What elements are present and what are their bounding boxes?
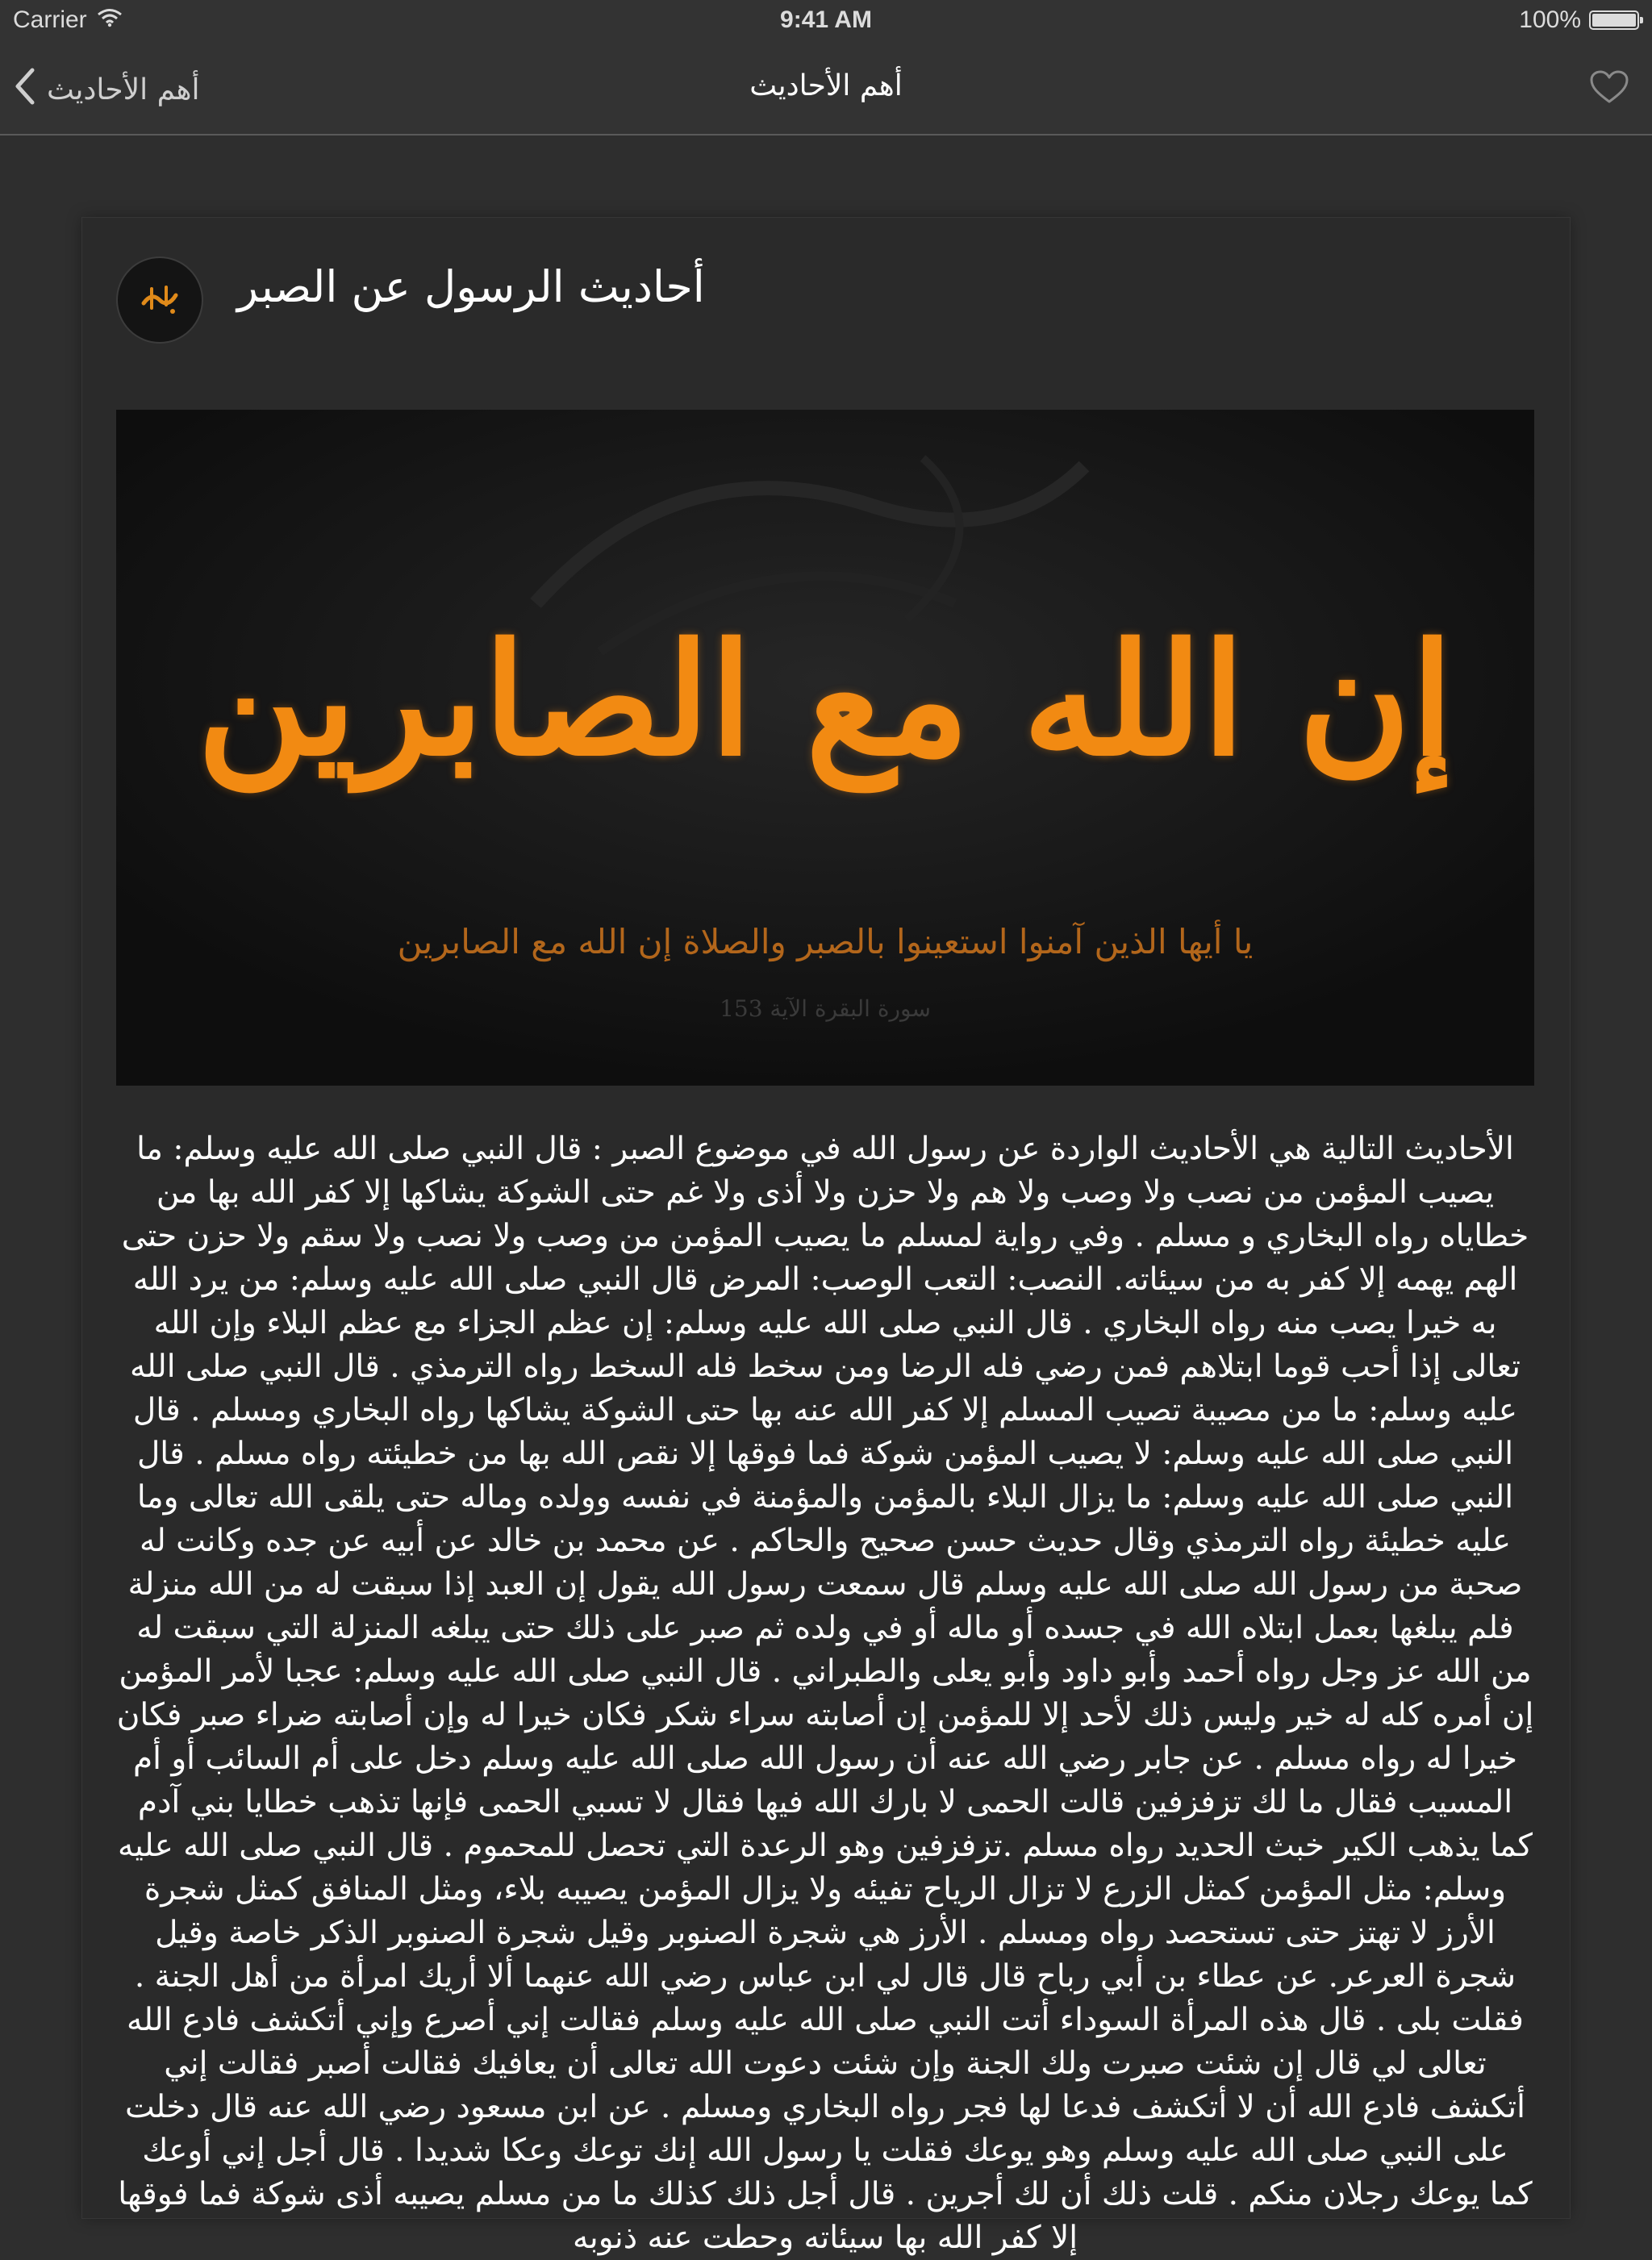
hadith-card [82, 218, 1570, 2256]
battery-icon [1589, 10, 1639, 30]
status-bar [0, 0, 1652, 45]
back-button-label: أهم الأحاديث [47, 73, 200, 106]
clock: 9:41 AM [780, 6, 872, 33]
avatar-logo-icon [127, 268, 192, 332]
carrier-label: Carrier [13, 6, 87, 33]
hero-verse: يا أيها الذين آمنوا استعينوا بالصبر والصلاة إن الله مع الصابرين [397, 922, 1254, 961]
hero-image [116, 410, 1534, 1086]
page-title: أهم الأحاديث [749, 69, 903, 102]
battery-group [1519, 6, 1639, 34]
hadith-body-text: الأحاديث التالية هي الأحاديث الواردة عن رسول الله في موضوع الصبر : قال النبي صلى الله عليه وسلم: ما يصيب المؤمن من نصب ولا وصب ولا هم ولا حزن ولا أذى ولا غم حتى الشوكة يشاكها إلا كفر الله بها من خطاياه رواه البخاري و مسلم . وفي رواية لمسلم ما يصيب المؤمن من وصب ولا نصب ولا سقم ولا حزن حتى الهم يهمه إلا كفر به من سيئاته. النصب: التعب الوصب: المرض قال النبي صلى الله عليه وسلم: من يرد الله به خيرا يصب منه رواه البخاري . قال النبي صلى الله عليه وسلم: إن عظم الجزاء مع عظم البلاء وإن الله تعالى إذا أحب قوما ابتلاهم فمن رضي فله الرضا ومن سخط فله السخط رواه الترمذي . قال النبي صلى الله عليه وسلم: ما من مصيبة تصيب المسلم إلا كفر الله عنه بها حتى الشوكة يشاكها رواه البخاري ومسلم . قال النبي صلى الله عليه وسلم: لا يصيب المؤمن شوكة فما فوقها إلا نقص الله بها من خطيئته رواه مسلم . قال النبي صلى الله عليه وسلم: ما يزال البلاء بالمؤمن والمؤمنة في نفسه وولده وماله حتى يلقى الله تعالى وما عليه خطيئة رواه الترمذي وقال حديث حسن صحيح والحاكم . عن محمد بن خالد عن أبيه عن جده وكانت له صحبة من رسول الله صلى الله عليه وسلم قال سمعت رسول الله يقول إن العبد إذا سبقت له من الله منزلة فلم يبلغها بعمل ابتلاه الله في جسده أو ماله أو في ولده ثم صبر على ذلك حتى يبلغه المنزلة التي سبقت له من الله عز وجل رواه أحمد وأبو داود وأبو يعلى والطبراني . قال النبي صلى الله عليه وسلم: عجبا لأمر المؤمن إن أمره كله له خير وليس ذلك لأحد إلا للمؤمن إن أصابته سراء شكر فكان خيرا له وإن أصابته ضراء صبر فكان خيرا له رواه مسلم . عن جابر رضي الله عنه أن رسول الله صلى الله عليه وسلم دخل على أم السائب أو أم المسيب فقال ما لك تزفزفين قالت الحمى لا بارك الله فيها فقال لا تسبي الحمى فإنها تذهب خطايا بني آدم كما يذهب الكير خبث الحديد رواه مسلم .تزفزفين وهو الرعدة التي تحصل للمحموم . قال النبي صلى الله عليه وسلم: مثل المؤمن كمثل الزرع لا تزال الرياح تفيئه ولا يزال المؤمن يصيبه بلاء، ومثل المنافق كمثل شجرة الأرز لا تهتز حتى تستحصد رواه ومسلم . الأرز هي شجرة الصنوبر وقيل شجرة الصنوبر الذكر خاصة وقيل شجرة العرعر. عن عطاء بن أبي رباح قال قال لي ابن عباس رضي الله عنهما ألا أريك امرأة من أهل الجنة . فقلت بلى . قال هذه المرأة السوداء أتت النبي صلى الله عليه وسلم فقالت إني أصرع وإني أتكشف فادع الله تعالى لي قال إن شئت صبرت ولك الجنة وإن شئت دعوت الله تعالى أن يعافيك فقالت أصبر فقالت إني أتكشف فادع الله أن لا أتكشف فدعا لها فجر رواه البخاري ومسلم . عن ابن مسعود رضي الله عنه قال دخلت على النبي صلى الله عليه وسلم وهو يوعك فقلت يا رسول الله إنك توعك وعكا شديدا . قال أجل إني أوعك كما يوعك رجلان منكم . قلت ذلك أن لك أجرين . قال أجل ذلك كذلك ما من مسلم يصيبه أذى شوكة فما فوقها إلا كفر الله بها سيئاته وحطت عنه ذنوبه [116, 1131, 1534, 2256]
card-title: أحاديث الرسول عن الصبر [237, 261, 705, 312]
heart-icon[interactable] [1589, 69, 1629, 108]
card-header [116, 256, 1536, 345]
hero-calligraphy: إن الله مع الصابرين [197, 610, 1454, 790]
hero-verse-reference: سورة البقرة الآية 153 [720, 995, 931, 1022]
navigation-bar [0, 45, 1652, 136]
battery-percent: 100% [1519, 6, 1581, 33]
avatar [116, 256, 203, 344]
